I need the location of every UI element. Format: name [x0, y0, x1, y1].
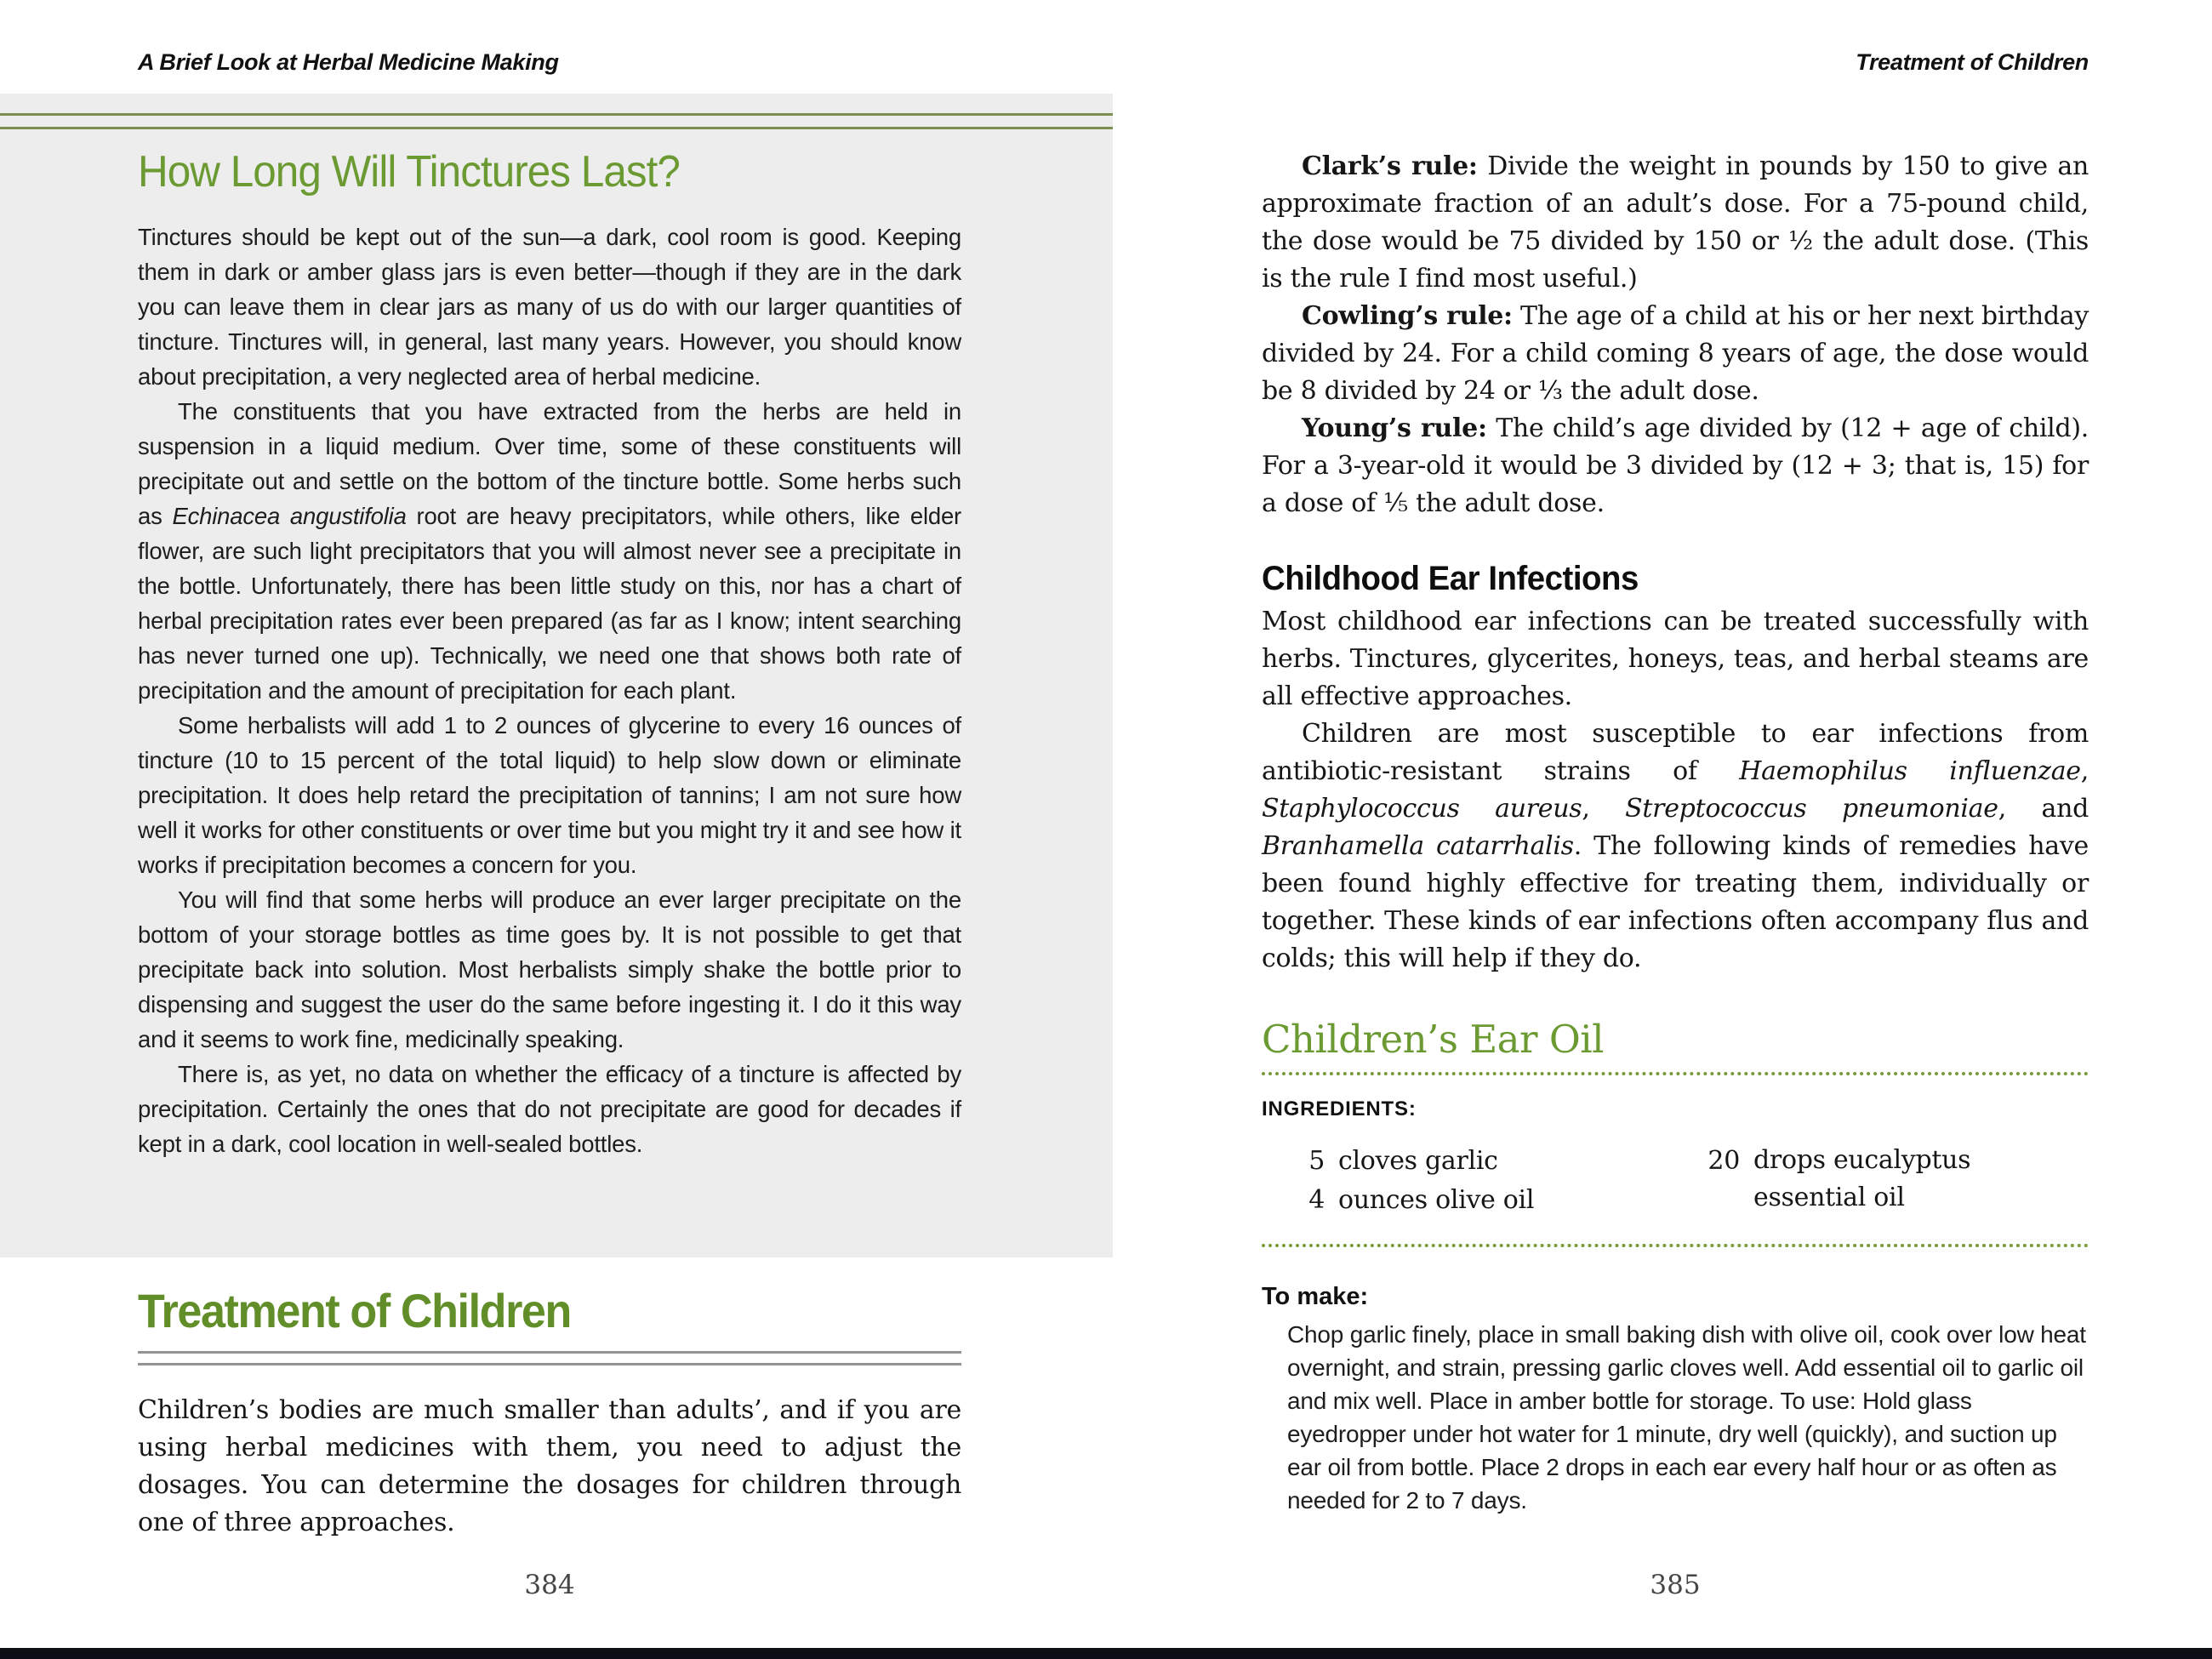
tinctures-paragraph-3: Some herbalists will add 1 to 2 ounces of glycerine to every 16 ounces of tincture (10 to 15 percent of the total liquid) to help slow down or eliminate precipitation. It does help retard the precipitation of tannins; I am not sure how well it works for other constituents or over time but you might try it and see how it works if precipitation becomes a concern for you. — [138, 712, 961, 878]
ingredient-row — [1701, 1142, 1992, 1217]
ingredient-row — [1286, 1142, 1685, 1181]
page-number-right: 385 — [1650, 1570, 1701, 1600]
ear-infections-paragraph-1: Most childhood ear infections can be treated successfully with herbs. Tinctures, glycerites, honeys, teas, and herbal steams are all effective approaches. — [1262, 607, 2089, 711]
to-make-label: To make: — [1262, 1283, 1369, 1310]
ingredients-label: INGREDIENTS: — [1262, 1097, 1417, 1120]
running-head-right: Treatment of Children — [1856, 49, 2089, 75]
treatment-heading: Treatment of Children — [138, 1284, 571, 1337]
rule-bar — [138, 1351, 961, 1354]
running-head-left: A Brief Look at Herbal Medicine Making — [138, 49, 559, 75]
tinctures-paragraph-5: There is, as yet, no data on whether the efficacy of a tincture is affected by precipitation. Certainly the ones that do not precipitate are good for decades if kept in a dark, cool location in well-sealed bottles. — [138, 1061, 961, 1157]
ingredient-quantity: 5 — [1308, 1146, 1325, 1176]
dosage-rule-cowling: Cowling’s rule: The age of a child at his or her next birthday divided by 24. For a child coming 8 years of age, the dose would be 8 divided by 24 or ⅓ the adult dose. — [1262, 301, 2089, 406]
recipe-directions: Chop garlic finely, place in small baking dish with olive oil, cook over low heat overnight, and strain, pressing garlic cloves well. Add essential oil to garlic oil and mix well. Place in amber bottle for storage. To use: Hold glass eyedropper under hot water for 1 minute, dry well (quickly), and suction up ear oil from bottle. Place 2 drops in each ear every half hour or as often as needed for 2 to 7 days. — [1287, 1321, 2086, 1514]
right-column — [1262, 148, 2089, 1517]
ingredient-name: cloves garlic — [1338, 1146, 1498, 1176]
page-number-left: 384 — [524, 1570, 575, 1600]
dotted-divider-bottom — [1262, 1244, 2089, 1247]
ingredients-column-2 — [1701, 1142, 1992, 1220]
treatment-double-rule — [138, 1351, 961, 1365]
olive-rule-top-2 — [0, 127, 1113, 129]
olive-rule-top-1 — [0, 113, 1113, 116]
ear-infections-heading: Childhood Ear Infections — [1262, 560, 1639, 597]
ingredient-name: drops eucalyptus essential oil — [1753, 1145, 1971, 1212]
bottom-edge-bar — [0, 1648, 2212, 1659]
ingredients-column-1 — [1286, 1142, 1685, 1220]
recipe-title: Children’s Ear Oil — [1262, 1017, 1604, 1062]
tinctures-heading: How Long Will Tinctures Last? — [138, 147, 680, 197]
dosage-rule-clark: Clark’s rule: Divide the weight in pounds by 150 to give an approximate fraction of an adult’s dose. For a 75-pound child, the dose would be 75 divided by 150 or ½ the adult dose. (This is the rule I find most useful.) — [1262, 151, 2089, 294]
ingredient-name: ounces olive oil — [1338, 1185, 1535, 1215]
ingredients-list — [1262, 1142, 2089, 1220]
dotted-divider-top — [1262, 1072, 2089, 1075]
rule-bar — [138, 1363, 961, 1365]
ingredient-quantity: 20 — [1707, 1146, 1740, 1176]
tinctures-paragraph-1: Tinctures should be kept out of the sun—a dark, cool room is good. Keeping them in dark or amber glass jars is even better—though if they are in the dark you can leave them in clear jars as many of us do with our larger quantities of tincture. Tinctures will, in general, last many years. However, you should know about precipitation, a very neglected area of herbal medicine. — [138, 224, 961, 390]
tinctures-paragraph-2: The constituents that you have extracted from the herbs are held in suspension in a liquid medium. Over time, some of these constituents will precipitate out and settle on the bottom of the tincture bottle. Some herbs such as Echinacea angustifolia root are heavy precipitators, while others, like elder flower, are such light precipitators that you will almost never see a precipitate in the bottle. Unfortunately, there has been little study on this, nor has a chart of herbal precipitation rates ever been prepared (as far as I know; intent searching has never turned one up). Technically, we need one that shows both rate of precipitation and the amount of precipitation for each plant. — [138, 398, 962, 704]
ear-infections-paragraph-2: Children are most susceptible to ear infections from antibiotic-resistant strains of Haemophilus influenzae, Staphylococcus aureus, Streptococcus pneumoniae, and Branhamella catarrhalis. The following kinds of remedies have been found highly effective for treating them, individually or together. These kinds of ear infections often accompany flus and colds; this will help if they do. — [1262, 719, 2089, 973]
tinctures-body — [138, 219, 961, 1161]
ingredient-quantity: 4 — [1308, 1185, 1325, 1215]
treatment-intro-paragraph: Children’s bodies are much smaller than adults’, and if you are using herbal medicines with them, you need to adjust the dosages. You can determine the dosages for children through one of three approaches. — [138, 1395, 961, 1537]
ingredient-row — [1286, 1181, 1685, 1220]
tinctures-paragraph-4: You will find that some herbs will produce an ever larger precipitate on the bottom of your storage bottles as time goes by. It is not possible to get that precipitate back into solution. Most herbalists simply shake the bottle prior to dispensing and suggest the user do the same before ingesting it. I do it this way and it seems to work fine, medicinally speaking. — [138, 887, 961, 1052]
dosage-rule-young: Young’s rule: The child’s age divided by (12 + age of child). For a 3-year-old it would be 3 divided by (12 + 3; that is, 15) for a dose of ⅕ the adult dose. — [1262, 413, 2089, 518]
